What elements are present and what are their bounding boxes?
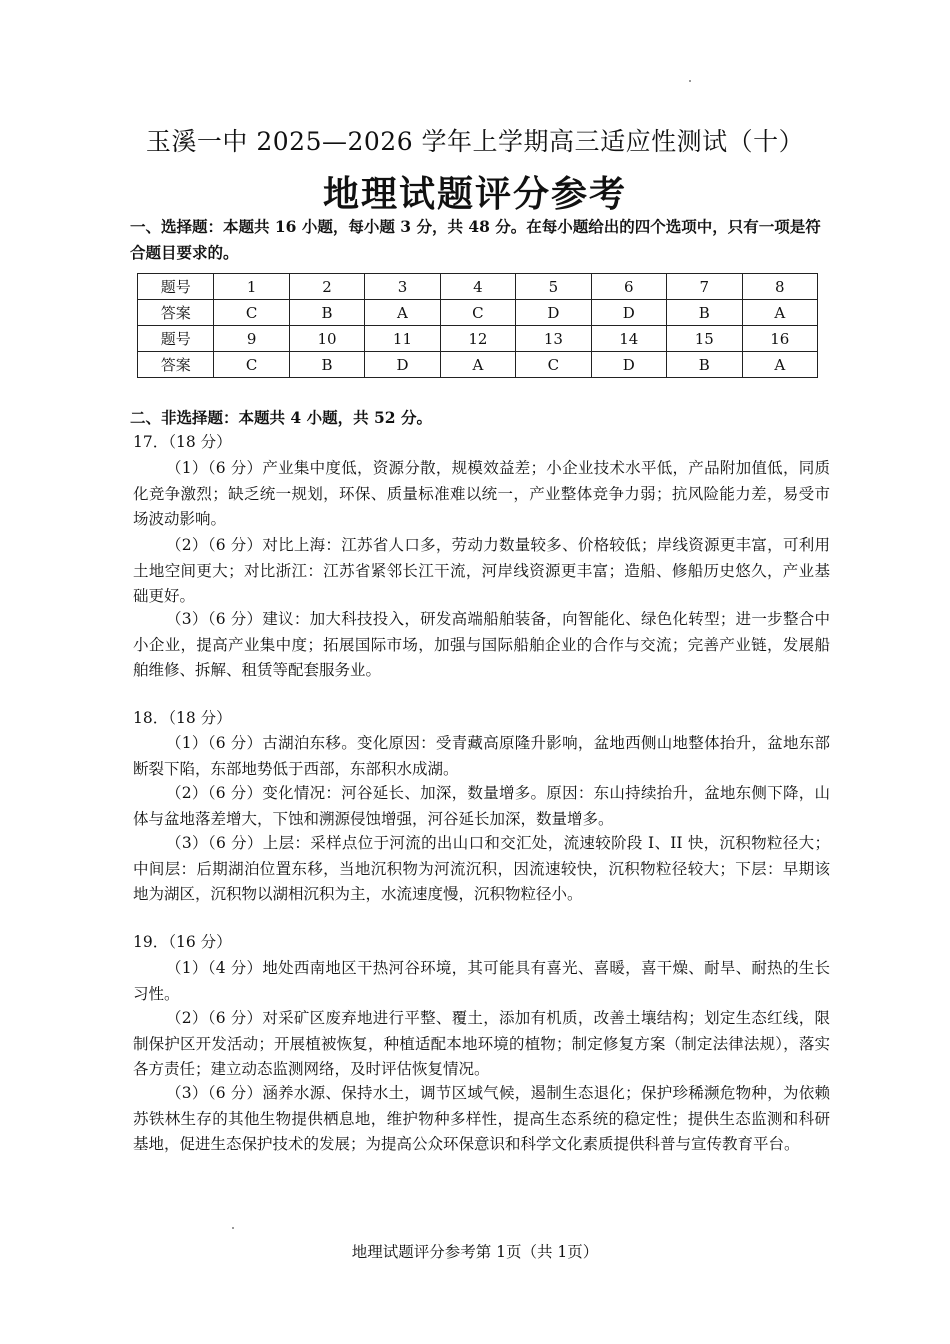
- answer-cell: D: [516, 300, 591, 326]
- answer-cell: B: [667, 352, 742, 378]
- answer-cell: C: [214, 300, 289, 326]
- question-number: 12: [440, 326, 515, 352]
- answer-cell: B: [289, 352, 364, 378]
- question-number: 9: [214, 326, 289, 352]
- answer-cell: D: [365, 352, 440, 378]
- answer-cell: B: [667, 300, 742, 326]
- page-footer: 地理试题评分参考第 1页（共 1页）: [351, 1243, 599, 1261]
- row-label-answer: 答案: [138, 352, 214, 378]
- scan-speck: [689, 80, 691, 82]
- question-number: 1: [214, 274, 289, 300]
- table-row-question-2: [138, 326, 818, 352]
- q19-part1: （1）（4 分）地处西南地区干热河谷环境，其可能具有喜光、喜暖，喜干燥、耐旱、耐热的生长习性。: [133, 959, 830, 1003]
- answer-cell: A: [742, 300, 818, 326]
- question-number: 11: [365, 326, 440, 352]
- question-number: 10: [289, 326, 364, 352]
- question-number: 13: [516, 326, 591, 352]
- answer-cell: C: [214, 352, 289, 378]
- answer-cell: B: [289, 300, 364, 326]
- q19-part2: （2）（6 分）对采矿区废弃地进行平整、覆土，添加有机质，改善土壤结构；划定生态红线，限制保护区开发活动；开展植被恢复，种植适配本地环境的植物；制定修复方案（制定法律法规），落实各方责任；建立动态监测网络，及时评估恢复情况。: [133, 1009, 830, 1078]
- question-number: 2: [289, 274, 364, 300]
- school-title: 玉溪一中 2025—2026 学年上学期高三适应性测试（十）: [145, 127, 805, 156]
- answer-cell: A: [365, 300, 440, 326]
- question-number: 4: [440, 274, 515, 300]
- table-row-question-1: [138, 274, 818, 300]
- q18-part2: （2）（6 分）变化情况：河谷延长、加深，数量增多。原因：东山持续抬升，盆地东侧下降，山体与盆地落差增大，下蚀和溯源侵蚀增强，河谷延长加深，数量增多。: [133, 784, 830, 828]
- answer-cell: C: [440, 300, 515, 326]
- table-row-answer-2: [138, 352, 818, 378]
- question-number: 7: [667, 274, 742, 300]
- q19-part3: （3）（6 分）涵养水源、保持水土，调节区域气候，遏制生态退化；保护珍稀濒危物种，为依赖苏铁林生存的其他生物提供栖息地，维护物种多样性，提高生态系统的稳定性；提供生态监测和科研基地，促进生态保护技术的发展；为提高公众环保意识和科学文化素质提供科普与宣传教育平台。: [133, 1084, 830, 1153]
- q17-part1: （1）（6 分）产业集中度低，资源分散，规模效益差；小企业技术水平低，产品附加值低，同质化竞争激烈；缺乏统一规划，环保、质量标准难以统一，产业整体竞争力弱；抗风险能力差，易受市场波动影响。: [133, 459, 830, 528]
- answer-cell: D: [591, 352, 666, 378]
- question-number: 6: [591, 274, 666, 300]
- question-number: 16: [742, 326, 818, 352]
- question-number: 14: [591, 326, 666, 352]
- row-label-question: 题号: [138, 326, 214, 352]
- answer-cell: C: [516, 352, 591, 378]
- section1-heading: [130, 214, 830, 266]
- q17-part2: （2）（6 分）对比上海：江苏省人口多，劳动力数量较多、价格较低；岸线资源更丰富，可利用土地空间更大；对比浙江：江苏省紧邻长江干流，河岸线资源更丰富；造船、修船历史悠久，产业基础更好。: [133, 536, 830, 605]
- q17-heading: 17．（18 分）: [133, 433, 232, 451]
- question-number: 5: [516, 274, 591, 300]
- question-number: 8: [742, 274, 818, 300]
- answer-cell: A: [440, 352, 515, 378]
- table-row-answer-1: [138, 300, 818, 326]
- answer-table: [137, 273, 818, 378]
- q18-part3: （3）（6 分）上层：采样点位于河流的出山口和交汇处，流速较阶段 I、II 快，沉积物粒径大；中间层：后期湖泊位置东移，当地沉积物为河流沉积，因流速较快，沉积物粒径较大；下层：早期该地为湖区，沉积物以湖相沉积为主，水流速度慢，沉积物粒径小。: [133, 834, 830, 903]
- q17-part3: （3）（6 分）建议：加大科技投入，研发高端船舶装备，向智能化、绿色化转型；进一步整合中小企业，提高产业集中度；拓展国际市场，加强与国际船舶企业的合作与交流；完善产业链，发展船舶维修、拆解、租赁等配套服务业。: [133, 610, 830, 679]
- answer-cell: A: [742, 352, 818, 378]
- section2-heading: 二、非选择题：本题共 4 小题，共 52 分。: [130, 408, 432, 427]
- question-number: 15: [667, 326, 742, 352]
- section1-heading-text: 一、选择题：本题共 16 小题，每小题 3 分，共 48 分。在每小题给出的四个选项中，只有一项是符合题目要求的。: [130, 217, 821, 262]
- q18-heading: 18．（18 分）: [133, 709, 232, 727]
- row-label-answer: 答案: [138, 300, 214, 326]
- main-title: 地理试题评分参考: [322, 173, 627, 215]
- row-label-question: 题号: [138, 274, 214, 300]
- scan-speck: [232, 1227, 234, 1229]
- question-number: 3: [365, 274, 440, 300]
- q19-heading: 19．（16 分）: [133, 933, 232, 951]
- q18-part1: （1）（6 分）古湖泊东移。变化原因：受青藏高原隆升影响，盆地西侧山地整体抬升，盆地东部断裂下陷，东部地势低于西部，东部积水成湖。: [133, 734, 830, 778]
- answer-cell: D: [591, 300, 666, 326]
